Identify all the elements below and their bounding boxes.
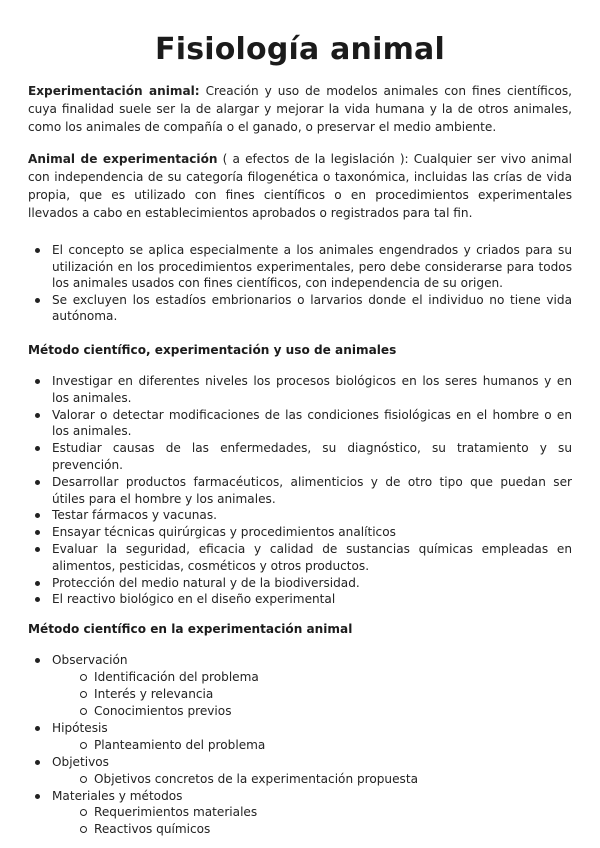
list-item: Protección del medio natural y de la biodiversidad.	[28, 575, 572, 592]
list-item	[28, 652, 572, 720]
list-item: Desarrollar productos farmacéuticos, alimenticios y de otro tipo que puedan ser útiles para el hombre y los animales.	[28, 474, 572, 508]
step-label: Observación	[52, 653, 128, 668]
sub-list	[52, 804, 572, 838]
sub-list	[52, 669, 572, 720]
page-title: Fisiología animal	[155, 32, 445, 67]
sub-list-item: Reactivos químicos	[52, 821, 572, 838]
list-item: El reactivo biológico en el diseño experimental	[28, 591, 572, 608]
list-item: Se excluyen los estadíos embrionarios o larvarios donde el individuo no tiene vida autónoma.	[28, 292, 572, 325]
notes-list	[28, 242, 572, 325]
definition-text: Creación y uso de modelos animales con fines científicos, cuya finalidad suele ser la de alargar y mejorar la vida humana y la de otros animales, como los animales de compañía o el ganado, o preservar el medio ambiente.	[28, 84, 572, 134]
definition-animal	[28, 150, 572, 222]
list-item	[28, 720, 572, 754]
step-label: Objetivos	[52, 754, 109, 769]
list-item: Evaluar la seguridad, eficacia y calidad de sustancias químicas empleadas en alimentos, pesticidas, cosméticos y otros productos.	[28, 541, 572, 575]
definition-text: ( a efectos de la legislación ): Cualquier ser vivo animal con independencia de su categoría filogenética o taxonómica, incluidas las crías de vida propia, que es utilizado con fines científicos o en procedimientos experimentales llevados a cabo en establecimientos aprobados o registrados para tal fin.	[28, 152, 573, 220]
uses-list	[28, 373, 572, 608]
list-item	[28, 754, 572, 788]
sub-list-item: Objetivos concretos de la experimentación propuesta	[52, 771, 572, 788]
sub-list-item: Interés y relevancia	[52, 686, 572, 703]
sub-list-item: Planteamiento del problema	[52, 737, 572, 754]
list-item: Valorar o detectar modificaciones de las condiciones fisiológicas en el hombre o en los animales.	[28, 407, 572, 441]
method-steps-list	[28, 652, 572, 838]
list-item: El concepto se aplica especialmente a los animales engendrados y criados para su utilización en los procedimientos experimentales, pero debe considerarse para todos los animales usados con fines científicos, con independencia de su origen.	[28, 242, 572, 292]
list-item: Ensayar técnicas quirúrgicas y procedimientos analíticos	[28, 524, 572, 541]
list-item	[28, 788, 572, 839]
definition-term: Animal de experimentación	[28, 152, 218, 166]
sub-list-item: Requerimientos materiales	[52, 804, 572, 821]
sub-list	[52, 771, 572, 788]
definition-term: Experimentación animal:	[28, 84, 200, 98]
list-item: Testar fármacos y vacunas.	[28, 507, 572, 524]
sub-list	[52, 737, 572, 754]
step-label: Hipótesis	[52, 720, 108, 735]
section-heading-metodo-cientifico: Método científico en la experimentación animal	[28, 622, 353, 637]
list-item: Estudiar causas de las enfermedades, su diagnóstico, su tratamiento y su prevención.	[28, 440, 572, 474]
step-label: Materiales y métodos	[52, 788, 183, 803]
definition-experimentacion	[28, 82, 572, 136]
sub-list-item: Conocimientos previos	[52, 703, 572, 720]
section-heading-uso-animales: Método científico, experimentación y uso de animales	[28, 342, 397, 357]
sub-list-item: Identificación del problema	[52, 669, 572, 686]
list-item: Investigar en diferentes niveles los procesos biológicos en los seres humanos y en los animales.	[28, 373, 572, 407]
